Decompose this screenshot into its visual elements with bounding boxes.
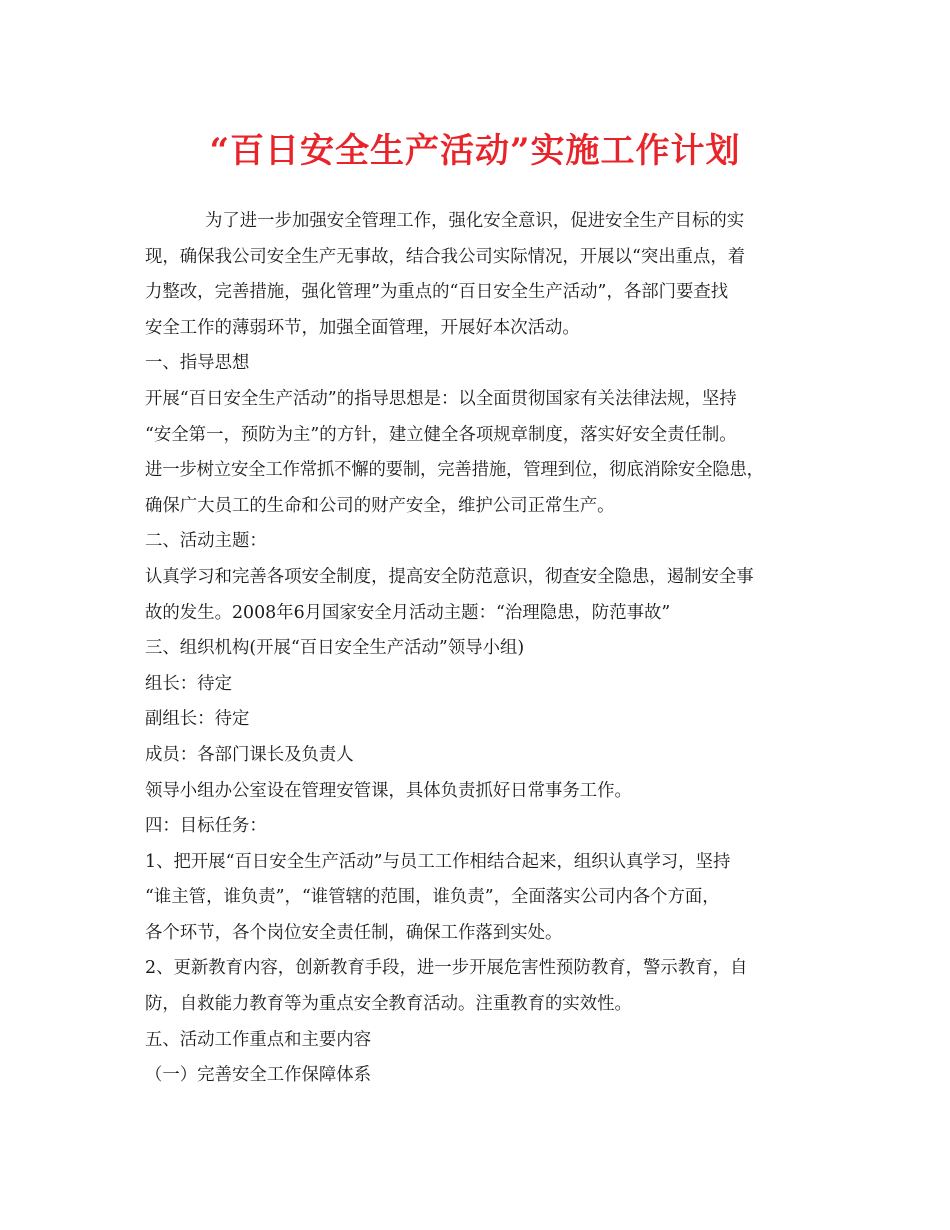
guiding-thought-line-2: “安全第一，预防为主”的方针，建立健全各项规章制度，落实好安全责任制。 — [145, 424, 737, 445]
section-heading-activity-theme: 二、活动主题： — [145, 531, 267, 552]
guiding-thought-line-4: 确保广大员工的生命和公司的财产安全，维护公司正常生产。 — [145, 495, 615, 516]
guiding-thought-line-1: 开展“百日安全生产活动”的指导思想是：以全面贯彻国家有关法律法规，坚持 — [145, 388, 737, 409]
goal-1-line-2: “谁主管，谁负责”，“谁管辖的范围，谁负责”，全面落实公司内各个方面， — [145, 887, 720, 908]
section-heading-goals: 四：目标任务： — [145, 816, 267, 837]
goal-1-line-3: 各个环节，各个岗位安全责任制，确保工作落到实处。 — [145, 922, 563, 943]
goal-2-line-2: 防，自救能力教育等为重点安全教育活动。注重教育的实效性。 — [145, 994, 632, 1015]
subsection-heading-safety-system: （一）完善安全工作保障体系 — [145, 1065, 372, 1086]
organization-leader: 组长：待定 — [145, 673, 232, 694]
intro-paragraph-line-3: 力整改，完善措施，强化管理”为重点的“百日安全生产活动”，各部门要查找 — [145, 282, 729, 303]
section-heading-key-content: 五、活动工作重点和主要内容 — [145, 1029, 372, 1050]
intro-paragraph-line-2: 现，确保我公司安全生产无事故，结合我公司实际情况，开展以“突出重点，着 — [145, 246, 746, 267]
organization-deputy-leader: 副组长：待定 — [145, 709, 250, 730]
document-title: “百日安全生产活动”实施工作计划 — [209, 131, 741, 171]
intro-paragraph-line-4: 安全工作的薄弱环节，加强全面管理，开展好本次活动。 — [145, 317, 580, 338]
goal-2-line-1: 2、更新教育内容，创新教育手段，进一步开展危害性预防教育，警示教育，自 — [145, 958, 748, 979]
activity-theme-line-1: 认真学习和完善各项安全制度，提高安全防范意识，彻查安全隐患，遏制安全事 — [145, 566, 754, 587]
organization-members: 成员：各部门课长及负责人 — [145, 744, 354, 765]
goal-1-line-1: 1、把开展“百日安全生产活动”与员工工作相结合起来，组织认真学习，坚持 — [145, 851, 731, 872]
section-heading-organization: 三、组织机构(开展“百日安全生产活动”领导小组) — [145, 638, 525, 659]
organization-office: 领导小组办公室设在管理安管课，具体负责抓好日常事务工作。 — [145, 780, 632, 801]
activity-theme-line-2: 故的发生。2008年6月国家安全月活动主题：“治理隐患，防范事故” — [145, 602, 671, 623]
document-body — [145, 204, 815, 1094]
intro-paragraph-line-1: 为了进一步加强安全管理工作，强化安全意识，促进安全生产目标的实 — [205, 211, 745, 231]
guiding-thought-line-3: 进一步树立安全工作常抓不懈的要制，完善措施，管理到位，彻底消除安全隐患， — [145, 460, 764, 481]
section-heading-guiding-thought: 一、指导思想 — [145, 353, 250, 374]
